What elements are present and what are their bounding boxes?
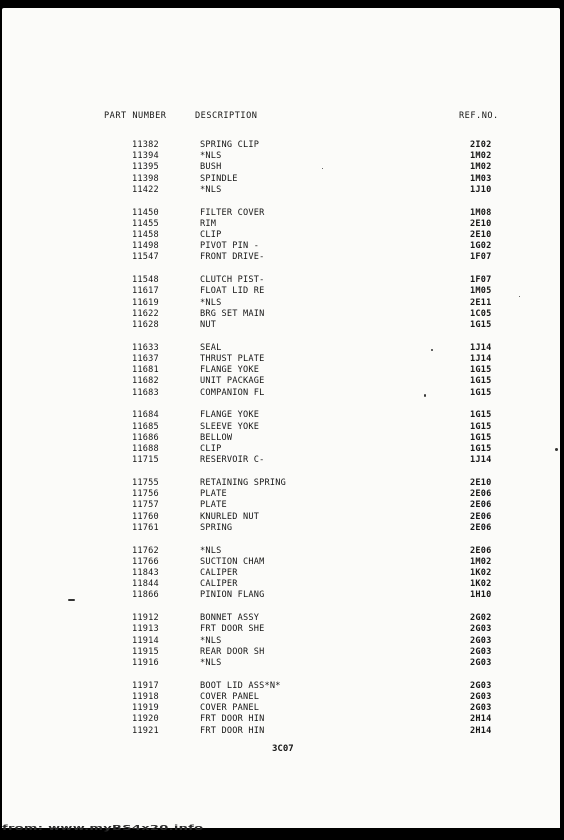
ref-no-cell: 2I02: [470, 140, 492, 150]
description-cell: *NLS: [200, 658, 222, 668]
table-row: [2, 613, 560, 624]
table-row: [2, 557, 560, 568]
description-cell: FRONT DRIVE-: [200, 252, 265, 263]
description-cell: COVER PANEL: [200, 692, 260, 702]
description-cell: BELLOW: [200, 432, 233, 443]
description-cell: CALIPER: [200, 579, 238, 590]
part-number-cell: 11450: [132, 207, 159, 218]
ref-no-cell: 1K02: [470, 579, 492, 590]
table-row: [2, 523, 560, 534]
table-row: [2, 500, 560, 511]
part-number-cell: 11637: [132, 354, 159, 364]
description-cell: PINION FLANG: [200, 590, 265, 601]
ref-no-cell: 1J14: [470, 455, 492, 466]
table-row: [2, 422, 560, 433]
ref-no-cell: 2G03: [470, 692, 492, 702]
description-cell: *NLS: [200, 545, 222, 556]
ref-no-cell: 1G15: [470, 320, 492, 330]
table-row: [2, 151, 560, 162]
ref-no-cell: 1J14: [470, 342, 492, 353]
description-cell: THRUST PLATE: [200, 354, 265, 364]
column-header-ref-no: REF.NO.: [459, 111, 499, 121]
part-number-cell: 11760: [132, 511, 159, 522]
part-number-cell: 11682: [132, 376, 159, 387]
scan-speck: [555, 448, 558, 451]
description-cell: NUT: [200, 320, 217, 330]
ref-no-cell: 2E10: [470, 218, 492, 229]
table-row: [2, 726, 560, 737]
table-row: [2, 354, 560, 365]
part-number-cell: 11918: [132, 692, 159, 702]
description-cell: *NLS: [200, 297, 222, 308]
table-row: [2, 230, 560, 241]
description-cell: COMPANION FL: [200, 387, 265, 398]
part-number-cell: 11498: [132, 241, 159, 252]
ref-no-cell: 1G15: [470, 365, 492, 376]
part-number-cell: 11915: [132, 646, 159, 657]
description-cell: *NLS: [200, 635, 222, 646]
ref-no-cell: 1G02: [470, 241, 492, 252]
table-row: [2, 140, 560, 151]
part-number-cell: 11756: [132, 489, 159, 500]
part-number-cell: 11685: [132, 421, 159, 432]
table-row: [2, 681, 560, 692]
watermark: from: www.myBS4x20.info: [2, 824, 204, 833]
description-cell: PIVOT PIN -: [200, 241, 260, 252]
ref-no-cell: 1F07: [470, 252, 492, 263]
part-number-cell: 11914: [132, 635, 159, 646]
description-cell: BUSH: [200, 162, 222, 173]
table-row: [2, 185, 560, 196]
ref-no-cell: 2G03: [470, 658, 492, 668]
description-cell: BRG SET MAIN: [200, 308, 265, 319]
part-number-cell: 11548: [132, 275, 159, 286]
table-row: [2, 590, 560, 601]
table-row: [2, 365, 560, 376]
ref-no-cell: 2G03: [470, 624, 492, 635]
description-cell: CLUTCH PIST-: [200, 275, 265, 286]
part-number-cell: 11762: [132, 545, 159, 556]
part-number-cell: 11920: [132, 714, 159, 725]
table-row: [2, 275, 560, 286]
table-row: [2, 692, 560, 703]
ref-no-cell: 2E11: [470, 297, 492, 308]
description-cell: SPRING: [200, 522, 233, 533]
description-cell: FRT DOOR SHE: [200, 624, 265, 635]
part-number-cell: 11921: [132, 725, 159, 736]
document-page: [2, 8, 560, 833]
description-cell: RIM: [200, 218, 217, 229]
description-cell: UNIT PACKAGE: [200, 376, 265, 387]
part-number-cell: 11715: [132, 455, 159, 466]
table-row: [2, 433, 560, 444]
ref-no-cell: 1F07: [470, 275, 492, 286]
ref-no-cell: 2E06: [470, 511, 492, 522]
ref-no-cell: 1K02: [470, 568, 492, 578]
ref-no-cell: 1C05: [470, 308, 492, 319]
table-row: [2, 410, 560, 421]
table-row: [2, 298, 560, 309]
part-number-cell: 11686: [132, 432, 159, 443]
table-row: [2, 174, 560, 185]
part-number-cell: 11919: [132, 703, 159, 714]
ref-no-cell: 1M02: [470, 162, 492, 173]
description-cell: SPRING CLIP: [200, 140, 260, 150]
description-cell: FRT DOOR HIN: [200, 714, 265, 725]
description-cell: COVER PANEL: [200, 703, 260, 714]
scan-speck: [322, 168, 323, 169]
page-number: 3C07: [272, 744, 294, 754]
description-cell: PLATE: [200, 500, 227, 511]
description-cell: KNURLED NUT: [200, 511, 260, 522]
part-number-cell: 11761: [132, 522, 159, 533]
ref-no-cell: 2E06: [470, 545, 492, 556]
part-number-cell: 11766: [132, 556, 159, 567]
part-number-cell: 11688: [132, 444, 159, 454]
description-cell: CALIPER: [200, 568, 238, 578]
description-cell: FLOAT LID RE: [200, 286, 265, 297]
ref-no-cell: 2E10: [470, 230, 492, 240]
table-row: [2, 647, 560, 658]
column-header-part-number: PART NUMBER: [104, 111, 167, 121]
table-row: [2, 343, 560, 354]
ref-no-cell: 2G03: [470, 635, 492, 646]
part-number-cell: 11422: [132, 184, 159, 195]
table-row: [2, 219, 560, 230]
ref-no-cell: 1M02: [470, 151, 492, 162]
part-number-cell: 11398: [132, 173, 159, 184]
part-number-cell: 11844: [132, 579, 159, 590]
table-row: [2, 568, 560, 579]
ref-no-cell: 2E06: [470, 500, 492, 511]
table-row: [2, 376, 560, 387]
description-cell: SEAL: [200, 342, 222, 353]
table-row: [2, 512, 560, 523]
part-number-cell: 11866: [132, 590, 159, 601]
description-cell: FILTER COVER: [200, 207, 265, 218]
description-cell: SLEEVE YOKE: [200, 421, 260, 432]
scan-speck: [519, 296, 520, 297]
description-cell: CLIP: [200, 230, 222, 240]
description-cell: SUCTION CHAM: [200, 556, 265, 567]
ref-no-cell: 1G15: [470, 421, 492, 432]
part-number-cell: 11755: [132, 478, 159, 488]
ref-no-cell: 2H14: [470, 714, 492, 725]
table-row: [2, 703, 560, 714]
part-number-cell: 11843: [132, 568, 159, 578]
part-number-cell: 11917: [132, 680, 159, 691]
part-number-cell: 11916: [132, 658, 159, 668]
ref-no-cell: 1G15: [470, 410, 492, 421]
table-row: [2, 241, 560, 252]
ref-no-cell: 2G02: [470, 613, 492, 624]
column-header-description: DESCRIPTION: [195, 111, 258, 121]
table-row: [2, 714, 560, 725]
description-cell: RESERVOIR C-: [200, 455, 265, 466]
description-cell: SPINDLE: [200, 173, 238, 184]
part-number-cell: 11617: [132, 286, 159, 297]
ref-no-cell: 2H14: [470, 725, 492, 736]
ref-no-cell: 2G03: [470, 680, 492, 691]
table-row: [2, 455, 560, 466]
description-cell: BOOT LID ASS*N*: [200, 680, 281, 691]
table-row: [2, 444, 560, 455]
description-cell: FRT DOOR HIN: [200, 725, 265, 736]
table-row: [2, 309, 560, 320]
description-cell: RETAINING SPRING: [200, 478, 286, 488]
description-cell: FLANGE YOKE: [200, 410, 260, 421]
part-number-cell: 11382: [132, 140, 159, 150]
ref-no-cell: 1G15: [470, 387, 492, 398]
table-row: [2, 320, 560, 331]
table-row: [2, 579, 560, 590]
table-row: [2, 658, 560, 669]
part-number-cell: 11547: [132, 252, 159, 263]
table-row: [2, 388, 560, 399]
ref-no-cell: 1G15: [470, 432, 492, 443]
scan-speck: [68, 599, 75, 601]
table-row: [2, 286, 560, 297]
part-number-cell: 11395: [132, 162, 159, 173]
ref-no-cell: 1H10: [470, 590, 492, 601]
part-number-cell: 11455: [132, 218, 159, 229]
scan-speck: [424, 394, 426, 397]
table-row: [2, 489, 560, 500]
part-number-cell: 11633: [132, 342, 159, 353]
table-row: [2, 252, 560, 263]
description-cell: CLIP: [200, 444, 222, 454]
table-row: [2, 478, 560, 489]
description-cell: BONNET ASSY: [200, 613, 260, 624]
description-cell: FLANGE YOKE: [200, 365, 260, 376]
ref-no-cell: 2E06: [470, 489, 492, 500]
table-row: [2, 636, 560, 647]
table-row: [2, 208, 560, 219]
description-cell: REAR DOOR SH: [200, 646, 265, 657]
description-cell: *NLS: [200, 184, 222, 195]
ref-no-cell: 1M02: [470, 556, 492, 567]
ref-no-cell: 2E06: [470, 522, 492, 533]
ref-no-cell: 2E10: [470, 478, 492, 488]
ref-no-cell: 1G15: [470, 444, 492, 454]
part-number-cell: 11681: [132, 365, 159, 376]
ref-no-cell: 1M03: [470, 173, 492, 184]
ref-no-cell: 2G03: [470, 646, 492, 657]
ref-no-cell: 1J10: [470, 184, 492, 195]
part-number-cell: 11628: [132, 320, 159, 330]
ref-no-cell: 2G03: [470, 703, 492, 714]
table-row: [2, 162, 560, 173]
ref-no-cell: 1M05: [470, 286, 492, 297]
part-number-cell: 11394: [132, 151, 159, 162]
part-number-cell: 11757: [132, 500, 159, 511]
description-cell: PLATE: [200, 489, 227, 500]
ref-no-cell: 1G15: [470, 376, 492, 387]
ref-no-cell: 1J14: [470, 354, 492, 364]
table-row: [2, 624, 560, 635]
table-row: [2, 546, 560, 557]
scan-speck: [431, 349, 433, 351]
ref-no-cell: 1M08: [470, 207, 492, 218]
part-number-cell: 11683: [132, 387, 159, 398]
description-cell: *NLS: [200, 151, 222, 162]
part-number-cell: 11912: [132, 613, 159, 624]
part-number-cell: 11619: [132, 297, 159, 308]
part-number-cell: 11458: [132, 230, 159, 240]
part-number-cell: 11684: [132, 410, 159, 421]
part-number-cell: 11913: [132, 624, 159, 635]
part-number-cell: 11622: [132, 308, 159, 319]
